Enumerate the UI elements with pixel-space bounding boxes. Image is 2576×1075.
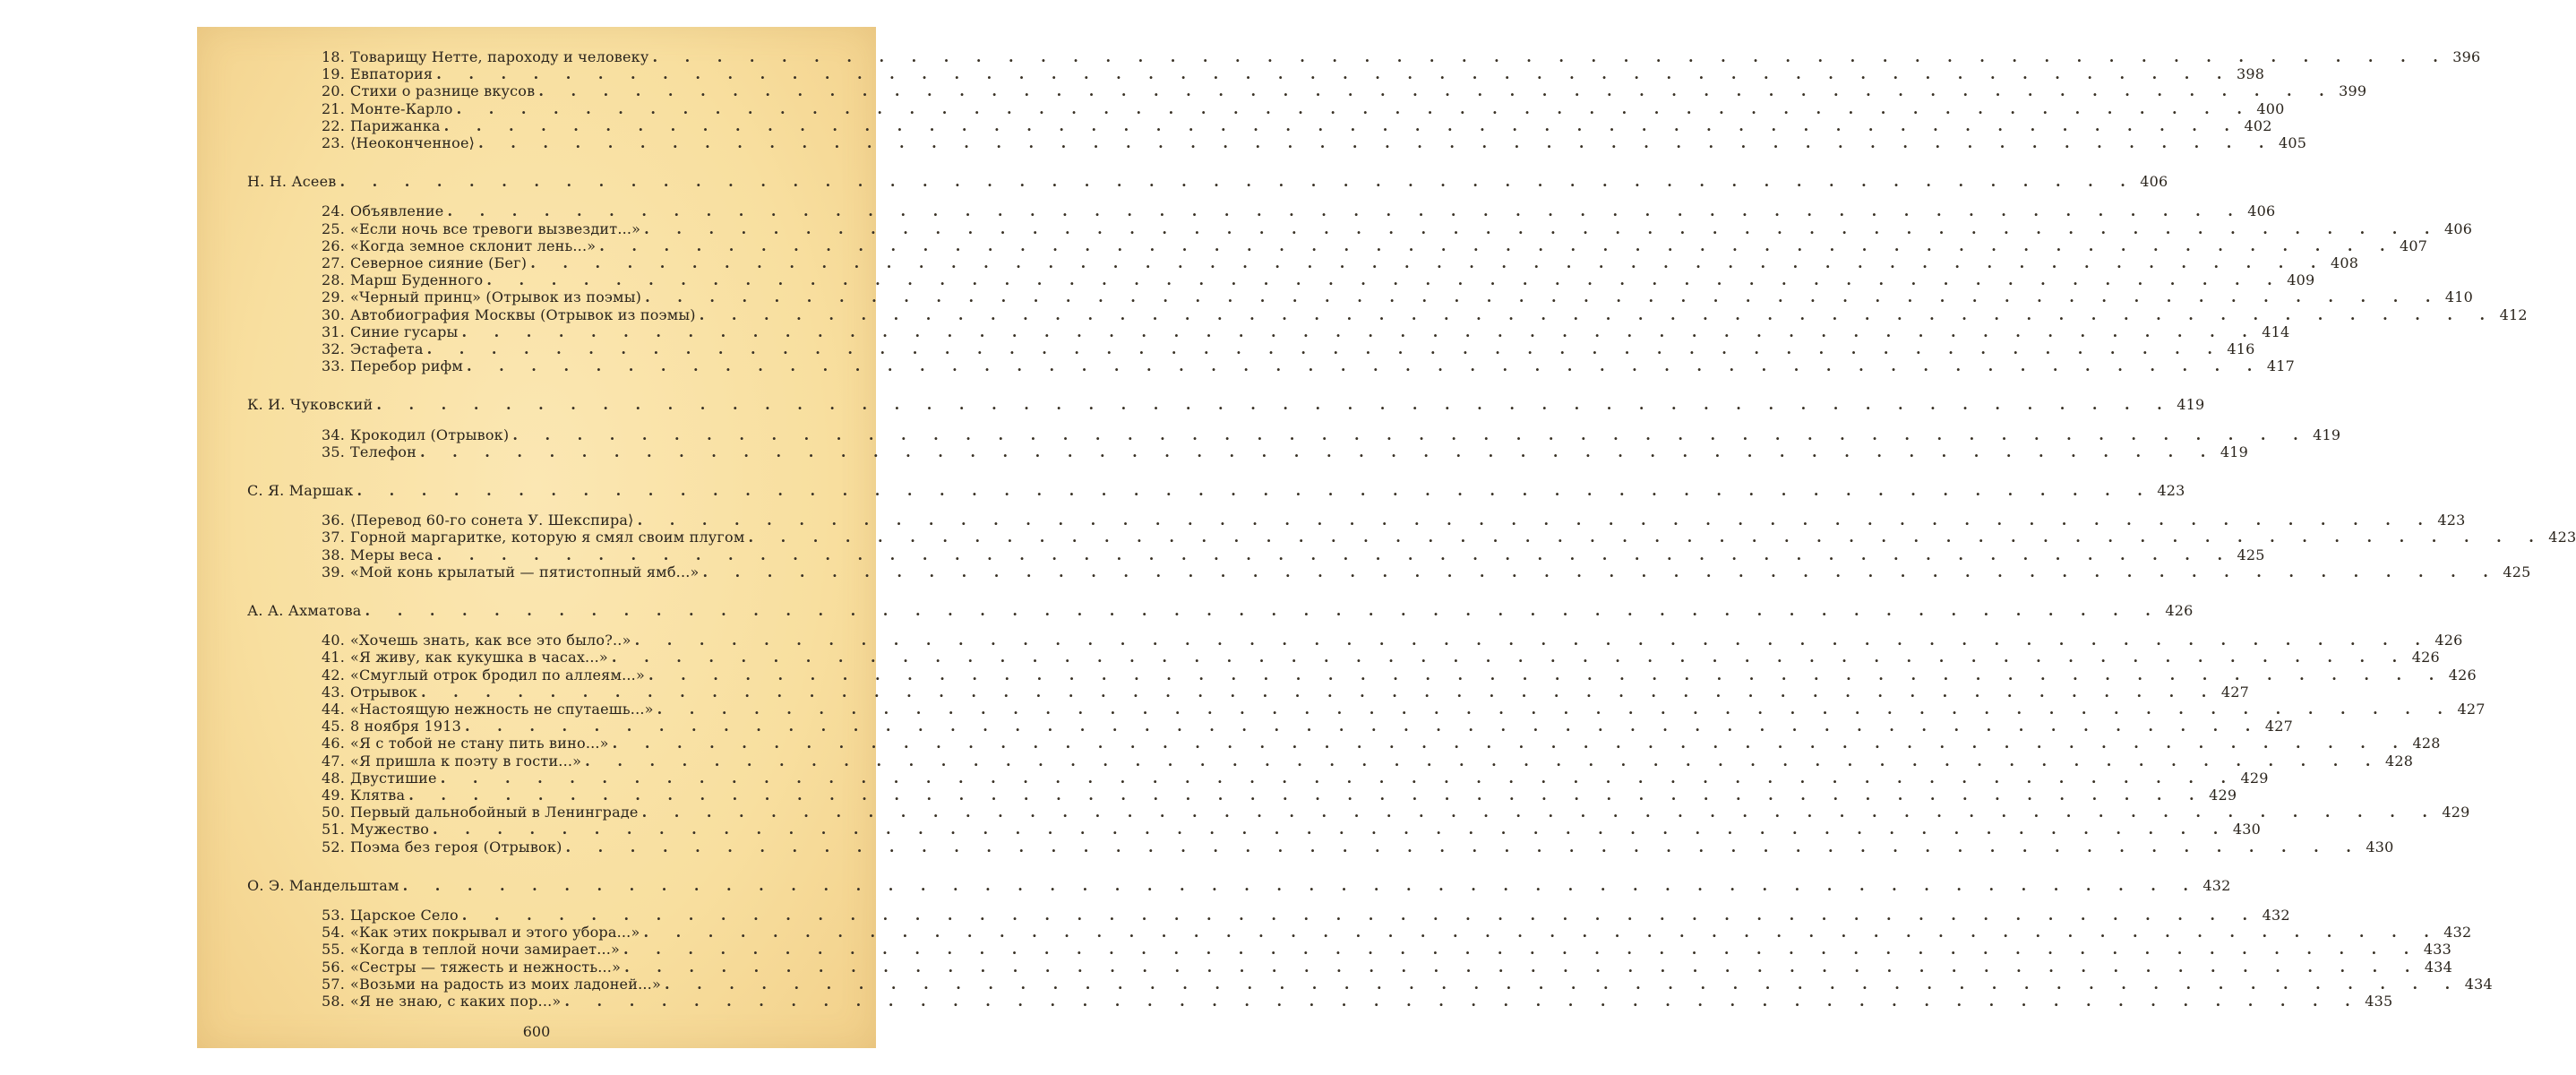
entry-page-number: 423 — [2437, 512, 2466, 529]
entry-page-number: 402 — [2244, 116, 2272, 134]
entry-title: «Если ночь все тревоги вызвездит...» — [350, 219, 641, 237]
entry-number: 32. — [322, 340, 346, 357]
dot-leader — [530, 254, 2327, 271]
entry-page-number: 426 — [2434, 632, 2463, 649]
dot-leader — [643, 924, 2440, 941]
entry-number: 56. — [322, 958, 346, 976]
toc-entry — [322, 271, 2315, 289]
toc-entry — [322, 666, 2477, 684]
dot-leader — [436, 65, 2233, 82]
toc-entry — [322, 838, 2394, 856]
entry-number: 27. — [322, 254, 346, 271]
entry-number: 37. — [322, 529, 346, 546]
toc-entry — [322, 236, 2428, 254]
entry-page-number: 425 — [2237, 546, 2265, 563]
dot-leader — [447, 202, 2244, 219]
entry-number: 49. — [322, 787, 346, 804]
entry-number: 43. — [322, 683, 346, 701]
author-page-number: 432 — [2202, 876, 2231, 894]
author-heading-row — [247, 602, 2194, 619]
dot-leader — [444, 117, 2241, 134]
entry-page-number: 430 — [2232, 821, 2261, 838]
entry-page-number: 412 — [2499, 305, 2528, 323]
entry-title: Меры веса — [350, 546, 434, 563]
toc-entry — [322, 701, 2486, 718]
author-page-number: 406 — [2140, 173, 2168, 191]
dot-leader — [408, 787, 2205, 804]
dot-leader — [623, 941, 2420, 958]
entry-title: «Настоящую нежность не спутаешь...» — [350, 701, 654, 718]
entry-number: 48. — [322, 769, 346, 787]
entry-title: Парижанка — [350, 116, 441, 134]
entry-number: 26. — [322, 236, 346, 254]
entry-title: Объявление — [350, 202, 444, 220]
toc-entry — [322, 82, 2367, 100]
author-name: О. Э. Мандельштам — [247, 876, 399, 894]
toc-entry — [322, 993, 2393, 1010]
toc-entry — [322, 512, 2466, 529]
entry-page-number: 398 — [2237, 65, 2265, 83]
dot-leader — [462, 907, 2259, 924]
entry-title: «Сестры — тяжесть и нежность...» — [350, 958, 622, 976]
dot-leader — [357, 482, 2154, 499]
dot-leader — [564, 993, 2361, 1010]
dot-leader — [512, 426, 2309, 443]
entry-title: Монте-Карло — [350, 99, 453, 117]
entry-page-number: 435 — [2365, 993, 2393, 1010]
entry-number: 18. — [322, 48, 346, 65]
entry-page-number: 405 — [2278, 134, 2307, 151]
entry-title: «Черный принц» (Отрывок из поэмы) — [350, 288, 642, 306]
dot-leader — [612, 649, 2409, 666]
entry-title: Евпатория — [350, 65, 434, 83]
author-page-number: 423 — [2157, 482, 2185, 499]
toc-entry — [322, 219, 2473, 237]
entry-page-number: 429 — [2209, 787, 2237, 804]
entry-number: 55. — [322, 941, 346, 959]
entry-number: 52. — [322, 838, 346, 856]
dot-leader — [645, 288, 2442, 305]
toc-entry — [322, 941, 2451, 959]
dot-leader — [638, 512, 2434, 529]
toc-entry — [322, 340, 2255, 357]
entry-title: Телефон — [350, 443, 416, 460]
entry-page-number: 408 — [2331, 254, 2359, 271]
entry-page-number: 432 — [2262, 907, 2290, 924]
entry-number: 42. — [322, 666, 346, 684]
entry-title: Отрывок — [350, 683, 417, 701]
toc-entry — [322, 254, 2359, 271]
toc-entry — [322, 821, 2261, 838]
entry-number: 22. — [322, 116, 346, 134]
entry-title: Крокодил (Отрывок) — [350, 426, 510, 443]
entry-title: «Я с тобой не стану пить вино...» — [350, 735, 609, 752]
entry-title: Северное сияние (Бег) — [350, 254, 528, 271]
toc-entry — [322, 288, 2474, 306]
toc-entry — [322, 563, 2531, 580]
dot-leader — [433, 821, 2229, 838]
entry-title: Перебор рифм — [350, 357, 464, 375]
dot-leader — [613, 735, 2409, 752]
entry-page-number: 427 — [2220, 683, 2249, 701]
entry-number: 46. — [322, 735, 346, 752]
entry-title: «Мой конь крылатый — пятистопный ямб...» — [350, 563, 700, 580]
entry-number: 30. — [322, 305, 346, 323]
dot-leader — [403, 877, 2200, 894]
entry-number: 47. — [322, 752, 346, 770]
toc-entry — [322, 649, 2440, 666]
entry-title: «Хочешь знать, как все это было?..» — [350, 632, 631, 649]
author-page-number: 426 — [2165, 602, 2194, 619]
entry-title: Мужество — [350, 821, 430, 838]
entry-page-number: 426 — [2448, 666, 2477, 684]
entry-number: 34. — [322, 426, 346, 443]
dot-leader — [566, 838, 2363, 856]
toc-entry — [322, 804, 2470, 821]
entry-number: 31. — [322, 322, 346, 340]
entry-page-number: 433 — [2423, 941, 2451, 959]
entry-page-number: 429 — [2240, 769, 2269, 787]
entry-number: 53. — [322, 907, 346, 924]
entry-page-number: 406 — [2247, 202, 2276, 220]
entry-page-number: 434 — [2424, 958, 2453, 976]
dot-leader — [465, 718, 2262, 735]
entry-title: Первый дальнобойный в Ленинграде — [350, 804, 639, 821]
dot-leader — [657, 701, 2454, 718]
entry-number: 29. — [322, 288, 346, 306]
dot-leader — [644, 220, 2441, 237]
dot-leader — [585, 752, 2382, 770]
entry-number: 35. — [322, 443, 346, 460]
entry-number: 50. — [322, 804, 346, 821]
dot-leader — [642, 804, 2439, 821]
toc-entry — [322, 202, 2276, 220]
entry-page-number: 396 — [2452, 48, 2481, 65]
entry-page-number: 410 — [2444, 288, 2474, 306]
entry-page-number: 429 — [2442, 804, 2470, 821]
toc-entry — [322, 752, 2414, 770]
entry-page-number: 428 — [2412, 735, 2441, 752]
entry-title: «Я живу, как кукушка в часах...» — [350, 649, 608, 666]
entry-title: ⟨Перевод 60-го сонета У. Шекспира⟩ — [350, 512, 634, 529]
entry-number: 19. — [322, 65, 346, 83]
entry-number: 28. — [322, 271, 346, 289]
entry-number: 36. — [322, 512, 346, 529]
toc-entry — [322, 322, 2290, 340]
dot-leader — [665, 976, 2461, 993]
entry-number: 41. — [322, 649, 346, 666]
toc-entry — [322, 443, 2248, 460]
entry-title: Автобиография Москвы (Отрывок из поэмы) — [350, 305, 696, 323]
entry-number: 58. — [322, 993, 346, 1010]
entry-title: Горной маргаритке, которую я смял своим плугом — [350, 529, 745, 546]
entry-number: 51. — [322, 821, 346, 838]
dot-leader — [700, 306, 2496, 323]
entry-page-number: 423 — [2548, 529, 2576, 546]
entry-title: Эстафета — [350, 340, 424, 357]
entry-title: «Я не знаю, с каких пор...» — [350, 993, 562, 1010]
entry-page-number: 416 — [2227, 340, 2255, 357]
entry-title: «Как этих покрывал и этого убора...» — [350, 924, 640, 942]
entry-title: «Возьми на радость из моих ладоней...» — [350, 975, 661, 993]
entry-page-number: 427 — [2264, 718, 2293, 735]
entry-title: «Когда в теплой ночи замирает...» — [350, 941, 621, 959]
entry-title: «Смуглый отрок бродил по аллеям...» — [350, 666, 645, 684]
entry-title: Синие гусары — [350, 322, 459, 340]
entry-page-number: 409 — [2287, 271, 2315, 289]
toc-entry — [322, 632, 2463, 649]
entry-title: Стихи о разнице вкусов — [350, 82, 536, 100]
toc-entry — [322, 305, 2528, 323]
author-heading-row — [247, 876, 2231, 894]
page-number: 600 — [522, 1023, 551, 1040]
dot-leader — [441, 770, 2237, 787]
entry-page-number: 399 — [2339, 82, 2367, 100]
author-heading-row — [247, 396, 2205, 414]
entry-title: «Я пришла к поэту в гости...» — [350, 752, 582, 770]
entry-page-number: 432 — [2443, 924, 2472, 942]
entry-title: Поэма без героя (Отрывок) — [350, 838, 562, 856]
entry-number: 45. — [322, 718, 346, 735]
entry-number: 44. — [322, 701, 346, 718]
dot-leader — [635, 632, 2432, 649]
toc-entry — [322, 116, 2272, 134]
dot-leader — [437, 546, 2234, 563]
toc-entry — [322, 769, 2269, 787]
author-heading-row — [247, 482, 2185, 499]
dot-leader — [420, 443, 2217, 460]
entry-page-number: 419 — [2220, 443, 2248, 460]
entry-page-number: 428 — [2384, 752, 2414, 770]
entry-title: Товарищу Нетте, пароходу и человеку — [350, 48, 649, 65]
dot-leader — [427, 340, 2224, 357]
toc-entry — [322, 924, 2472, 942]
toc-entry — [322, 787, 2237, 804]
author-page-number: 419 — [2177, 396, 2205, 414]
entry-title: 8 ноября 1913 — [350, 718, 462, 735]
dot-leader — [486, 271, 2283, 288]
entry-page-number: 400 — [2256, 99, 2285, 117]
entry-number: 57. — [322, 975, 346, 993]
toc-entry — [322, 546, 2265, 563]
toc-entry — [322, 357, 2295, 375]
entry-number: 24. — [322, 202, 346, 220]
dot-leader — [624, 959, 2421, 976]
toc-entry — [322, 907, 2290, 924]
dot-leader — [748, 529, 2545, 546]
toc-entry — [322, 426, 2341, 443]
entry-page-number: 417 — [2266, 357, 2295, 375]
entry-title: ⟨Неоконченное⟩ — [350, 134, 476, 151]
toc-entry — [322, 718, 2293, 735]
entry-page-number: 426 — [2411, 649, 2440, 666]
toc-entry — [322, 65, 2265, 83]
toc-entry — [322, 529, 2576, 546]
dot-leader — [376, 396, 2173, 413]
toc-entry — [322, 134, 2307, 151]
toc-entry — [322, 683, 2249, 701]
dot-leader — [461, 323, 2258, 340]
dot-leader — [538, 82, 2335, 99]
entry-page-number: 434 — [2464, 975, 2493, 993]
author-name: С. Я. Маршак — [247, 482, 354, 499]
dot-leader — [467, 357, 2263, 374]
entry-title: Царское Село — [350, 907, 459, 924]
entry-number: 25. — [322, 219, 346, 237]
entry-title: Клятва — [350, 787, 406, 804]
toc-entry — [322, 99, 2285, 117]
toc-entry — [322, 958, 2453, 976]
entry-title: Двустишие — [350, 769, 437, 787]
author-name: Н. Н. Асеев — [247, 173, 337, 191]
dot-leader — [421, 684, 2218, 701]
author-name: К. И. Чуковский — [247, 396, 374, 414]
dot-leader — [652, 48, 2449, 65]
dot-leader — [599, 237, 2396, 254]
entry-page-number: 414 — [2262, 322, 2290, 340]
entry-page-number: 430 — [2366, 838, 2394, 856]
entry-page-number: 427 — [2457, 701, 2486, 718]
entry-page-number: 419 — [2313, 426, 2341, 443]
toc-entry — [322, 48, 2481, 65]
entry-number: 54. — [322, 924, 346, 942]
entry-number: 40. — [322, 632, 346, 649]
entry-number: 20. — [322, 82, 346, 100]
entry-number: 39. — [322, 563, 346, 580]
entry-page-number: 425 — [2503, 563, 2531, 580]
dot-leader — [457, 100, 2254, 117]
entry-title: Марш Буденного — [350, 271, 484, 289]
entry-number: 33. — [322, 357, 346, 375]
dot-leader — [703, 563, 2500, 580]
author-name: А. А. Ахматова — [247, 602, 362, 619]
entry-page-number: 406 — [2443, 219, 2473, 237]
dot-leader — [339, 173, 2136, 190]
entry-page-number: 407 — [2400, 236, 2428, 254]
entry-title: «Когда земное склонит лень...» — [350, 236, 597, 254]
toc-entry — [322, 975, 2493, 993]
dot-leader — [478, 134, 2275, 151]
author-heading-row — [247, 173, 2168, 191]
dot-leader — [365, 602, 2162, 619]
entry-number: 23. — [322, 134, 346, 151]
book-page — [197, 27, 2576, 1048]
entry-number: 38. — [322, 546, 346, 563]
dot-leader — [648, 666, 2445, 684]
toc-entry — [322, 735, 2441, 752]
entry-number: 21. — [322, 99, 346, 117]
